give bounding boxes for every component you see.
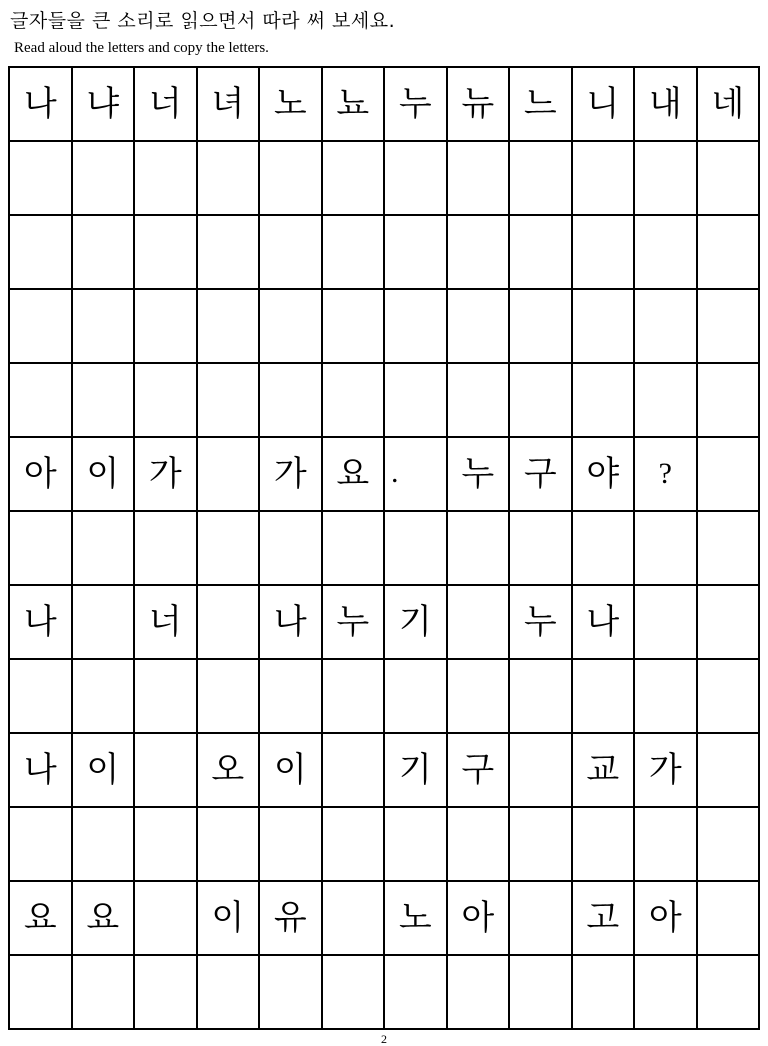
empty-practice-cell <box>635 142 698 216</box>
letter-cell: 누 <box>323 586 386 660</box>
empty-practice-cell <box>510 142 573 216</box>
empty-practice-cell <box>385 956 448 1030</box>
empty-practice-cell <box>510 956 573 1030</box>
empty-practice-cell <box>73 956 136 1030</box>
empty-practice-cell <box>135 808 198 882</box>
empty-practice-cell <box>698 808 761 882</box>
empty-practice-cell <box>510 734 573 808</box>
empty-practice-cell <box>448 660 511 734</box>
empty-practice-cell <box>260 956 323 1030</box>
empty-practice-cell <box>260 512 323 586</box>
empty-practice-cell <box>323 660 386 734</box>
empty-practice-cell <box>198 956 261 1030</box>
letter-cell: 야 <box>573 438 636 512</box>
empty-practice-cell <box>510 512 573 586</box>
empty-practice-cell <box>635 808 698 882</box>
empty-practice-cell <box>10 142 73 216</box>
letter-cell: 기 <box>385 586 448 660</box>
practice-grid <box>8 66 760 1030</box>
empty-practice-cell <box>198 512 261 586</box>
letter-cell: 누 <box>448 438 511 512</box>
empty-practice-cell <box>135 290 198 364</box>
letter-cell: 느 <box>510 68 573 142</box>
empty-practice-cell <box>385 290 448 364</box>
letter-cell: 나 <box>10 586 73 660</box>
letter-cell: 너 <box>135 586 198 660</box>
letter-cell: 이 <box>198 882 261 956</box>
empty-practice-cell <box>10 216 73 290</box>
empty-practice-cell <box>385 364 448 438</box>
empty-practice-cell <box>198 216 261 290</box>
empty-practice-cell <box>448 290 511 364</box>
empty-practice-cell <box>510 808 573 882</box>
empty-practice-cell <box>323 956 386 1030</box>
empty-practice-cell <box>135 512 198 586</box>
empty-practice-cell <box>698 364 761 438</box>
letter-cell: 이 <box>73 438 136 512</box>
empty-practice-cell <box>260 290 323 364</box>
empty-practice-cell <box>510 216 573 290</box>
empty-practice-cell <box>573 660 636 734</box>
letter-cell: 구 <box>448 734 511 808</box>
letter-cell: 네 <box>698 68 761 142</box>
empty-practice-cell <box>635 956 698 1030</box>
empty-practice-cell <box>323 808 386 882</box>
empty-practice-cell <box>573 142 636 216</box>
empty-practice-cell <box>385 216 448 290</box>
empty-practice-cell <box>10 808 73 882</box>
empty-practice-cell <box>10 660 73 734</box>
letter-cell: 내 <box>635 68 698 142</box>
empty-practice-cell <box>260 142 323 216</box>
empty-practice-cell <box>698 216 761 290</box>
empty-practice-cell <box>698 512 761 586</box>
empty-practice-cell <box>385 142 448 216</box>
letter-cell: 요 <box>10 882 73 956</box>
letter-cell: 너 <box>135 68 198 142</box>
empty-practice-cell <box>635 216 698 290</box>
page-number: 2 <box>381 1032 387 1046</box>
empty-practice-cell <box>698 290 761 364</box>
letter-cell: 교 <box>573 734 636 808</box>
empty-practice-cell <box>73 808 136 882</box>
letter-cell: 누 <box>510 586 573 660</box>
empty-practice-cell <box>698 734 761 808</box>
empty-practice-cell <box>10 512 73 586</box>
empty-practice-cell <box>198 364 261 438</box>
letter-cell: 나 <box>573 586 636 660</box>
empty-practice-cell <box>323 142 386 216</box>
letter-cell: 이 <box>73 734 136 808</box>
empty-practice-cell <box>10 290 73 364</box>
letter-cell: 아 <box>10 438 73 512</box>
empty-practice-cell <box>135 956 198 1030</box>
empty-practice-cell <box>73 512 136 586</box>
empty-practice-cell <box>698 438 761 512</box>
empty-practice-cell <box>198 586 261 660</box>
letter-cell: 요 <box>323 438 386 512</box>
empty-practice-cell <box>198 290 261 364</box>
empty-practice-cell <box>635 586 698 660</box>
worksheet-title-english: Read aloud the letters and copy the letters. <box>14 40 269 56</box>
letter-cell: 오 <box>198 734 261 808</box>
empty-practice-cell <box>198 660 261 734</box>
empty-practice-cell <box>510 364 573 438</box>
empty-practice-cell <box>698 660 761 734</box>
empty-practice-cell <box>73 364 136 438</box>
letter-cell: 이 <box>260 734 323 808</box>
empty-practice-cell <box>323 734 386 808</box>
empty-practice-cell <box>135 660 198 734</box>
empty-practice-cell <box>135 142 198 216</box>
empty-practice-cell <box>135 882 198 956</box>
empty-practice-cell <box>448 216 511 290</box>
empty-practice-cell <box>198 438 261 512</box>
empty-practice-cell <box>448 364 511 438</box>
worksheet-title-korean: 글자들을 큰 소리로 읽으면서 따라 써 보세요. <box>10 10 396 32</box>
empty-practice-cell <box>448 956 511 1030</box>
letter-cell: . <box>385 438 448 512</box>
empty-practice-cell <box>10 364 73 438</box>
empty-practice-cell <box>385 512 448 586</box>
letter-cell: 아 <box>635 882 698 956</box>
empty-practice-cell <box>635 364 698 438</box>
letter-cell: 뉴 <box>448 68 511 142</box>
empty-practice-cell <box>573 956 636 1030</box>
empty-practice-cell <box>10 956 73 1030</box>
empty-practice-cell <box>73 290 136 364</box>
empty-practice-cell <box>448 586 511 660</box>
letter-cell: 아 <box>448 882 511 956</box>
letter-cell: 유 <box>260 882 323 956</box>
empty-practice-cell <box>510 660 573 734</box>
letter-cell: 나 <box>260 586 323 660</box>
empty-practice-cell <box>73 660 136 734</box>
letter-cell: 노 <box>260 68 323 142</box>
empty-practice-cell <box>135 364 198 438</box>
letter-cell: 가 <box>135 438 198 512</box>
empty-practice-cell <box>635 290 698 364</box>
empty-practice-cell <box>323 290 386 364</box>
empty-practice-cell <box>698 882 761 956</box>
letter-cell: 니 <box>573 68 636 142</box>
empty-practice-cell <box>323 512 386 586</box>
empty-practice-cell <box>73 216 136 290</box>
empty-practice-cell <box>260 216 323 290</box>
empty-practice-cell <box>323 882 386 956</box>
empty-practice-cell <box>448 808 511 882</box>
empty-practice-cell <box>573 808 636 882</box>
empty-practice-cell <box>573 364 636 438</box>
empty-practice-cell <box>698 142 761 216</box>
letter-cell: 냐 <box>73 68 136 142</box>
empty-practice-cell <box>385 660 448 734</box>
empty-practice-cell <box>573 512 636 586</box>
letter-cell: 누 <box>385 68 448 142</box>
letter-cell: 구 <box>510 438 573 512</box>
letter-cell: 녀 <box>198 68 261 142</box>
empty-practice-cell <box>135 734 198 808</box>
empty-practice-cell <box>198 142 261 216</box>
letter-cell: 고 <box>573 882 636 956</box>
letter-cell: 나 <box>10 68 73 142</box>
empty-practice-cell <box>698 586 761 660</box>
empty-practice-cell <box>573 216 636 290</box>
empty-practice-cell <box>323 364 386 438</box>
letter-cell: 가 <box>260 438 323 512</box>
empty-practice-cell <box>198 808 261 882</box>
empty-practice-cell <box>698 956 761 1030</box>
empty-practice-cell <box>73 142 136 216</box>
empty-practice-cell <box>510 290 573 364</box>
letter-cell: 가 <box>635 734 698 808</box>
empty-practice-cell <box>73 586 136 660</box>
empty-practice-cell <box>323 216 386 290</box>
letter-cell: 뇨 <box>323 68 386 142</box>
empty-practice-cell <box>448 142 511 216</box>
empty-practice-cell <box>573 290 636 364</box>
letter-cell: ? <box>635 438 698 512</box>
empty-practice-cell <box>510 882 573 956</box>
empty-practice-cell <box>260 660 323 734</box>
letter-cell: 나 <box>10 734 73 808</box>
empty-practice-cell <box>448 512 511 586</box>
empty-practice-cell <box>135 216 198 290</box>
letter-cell: 요 <box>73 882 136 956</box>
empty-practice-cell <box>635 660 698 734</box>
empty-practice-cell <box>385 808 448 882</box>
empty-practice-cell <box>260 364 323 438</box>
empty-practice-cell <box>635 512 698 586</box>
empty-practice-cell <box>260 808 323 882</box>
letter-cell: 노 <box>385 882 448 956</box>
letter-cell: 기 <box>385 734 448 808</box>
